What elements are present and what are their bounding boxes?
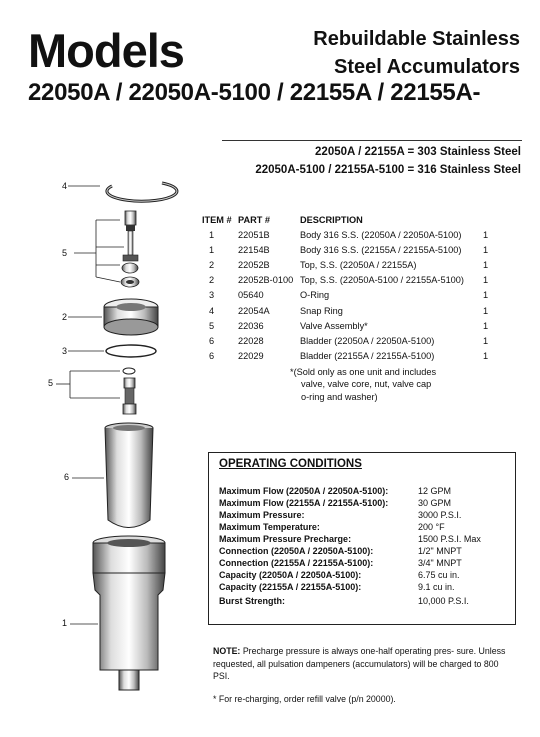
header-part: PART #	[238, 215, 270, 225]
o-ring-part	[106, 345, 156, 357]
callout-5-lower: 5	[48, 378, 54, 388]
op-value: 200 °F	[418, 522, 445, 532]
callout-1: 1	[62, 618, 68, 628]
models-heading: Models	[28, 24, 184, 77]
recharge-note: * For re-charging, order refill valve (p/n 20000).	[213, 694, 396, 704]
op-value: 10,000 P.S.I.	[418, 596, 469, 606]
op-label: Connection (22050A / 22050A-5100):	[219, 546, 374, 556]
valve-part-lower	[123, 368, 136, 414]
material-line-316: 22050A-5100 / 22155A-5100 = 316 Stainless Steel	[255, 164, 521, 176]
operating-conditions-heading: OPERATING CONDITIONS	[219, 458, 362, 470]
op-value: 3000 P.S.I.	[418, 510, 462, 520]
material-line-303: 22050A / 22155A = 303 Stainless Steel	[315, 146, 521, 158]
op-label: Burst Strength:	[219, 596, 285, 606]
valve-assembly-footnote	[290, 366, 436, 403]
op-value: 9.1 cu in.	[418, 582, 455, 592]
header-description: DESCRIPTION	[300, 215, 363, 225]
callout-3: 3	[62, 346, 68, 356]
op-value: 12 GPM	[418, 486, 452, 496]
body-part	[93, 536, 165, 690]
model-numbers: 22050A / 22050A-5100 / 22155A / 22155A-	[28, 79, 481, 106]
op-value: 6.75 cu in.	[418, 570, 460, 580]
header-divider	[222, 140, 522, 141]
bladder-part	[105, 423, 153, 528]
footnote-line: o-ring and washer)	[301, 391, 378, 402]
snap-ring-part	[107, 183, 177, 201]
op-label: Maximum Flow (22050A / 22050A-5100):	[219, 486, 389, 496]
callout-5-top: 5	[62, 248, 68, 258]
footnote-line: valve, valve core, nut, valve cap	[301, 379, 432, 390]
op-label: Connection (22155A / 22155A-5100):	[219, 558, 374, 568]
op-label: Maximum Temperature:	[219, 522, 320, 532]
valve-assembly-part	[121, 211, 139, 287]
note-label: NOTE:	[213, 646, 241, 656]
footnote-line: *(Sold only as one unit and includes	[290, 367, 437, 377]
op-label: Maximum Pressure Precharge:	[219, 534, 352, 544]
op-label: Maximum Pressure:	[219, 510, 305, 520]
product-title-line1: Rebuildable Stainless	[313, 28, 520, 50]
op-value: 1/2" MNPT	[418, 546, 462, 556]
op-value: 3/4" MNPT	[418, 558, 462, 568]
precharge-note	[213, 645, 513, 683]
op-label: Maximum Flow (22155A / 22155A-5100):	[219, 498, 389, 508]
op-value: 30 GPM	[418, 498, 452, 508]
op-label: Capacity (22050A / 22050A-5100):	[219, 570, 362, 580]
op-label: Capacity (22155A / 22155A-5100):	[219, 582, 362, 592]
exploded-parts-diagram	[0, 165, 200, 705]
product-title-line2: Steel Accumulators	[334, 56, 520, 78]
header-item: ITEM #	[202, 215, 232, 225]
callout-4: 4	[62, 181, 68, 191]
note-text: Precharge pressure is always one-half operating pres- sure. Unless requested, all pulsation dampeners (accumulators) will be charged to 800 PSI.	[213, 646, 506, 681]
op-value: 1500 P.S.I. Max	[418, 534, 481, 544]
callout-6: 6	[64, 472, 70, 482]
top-part	[104, 299, 158, 335]
callout-2: 2	[62, 312, 68, 322]
